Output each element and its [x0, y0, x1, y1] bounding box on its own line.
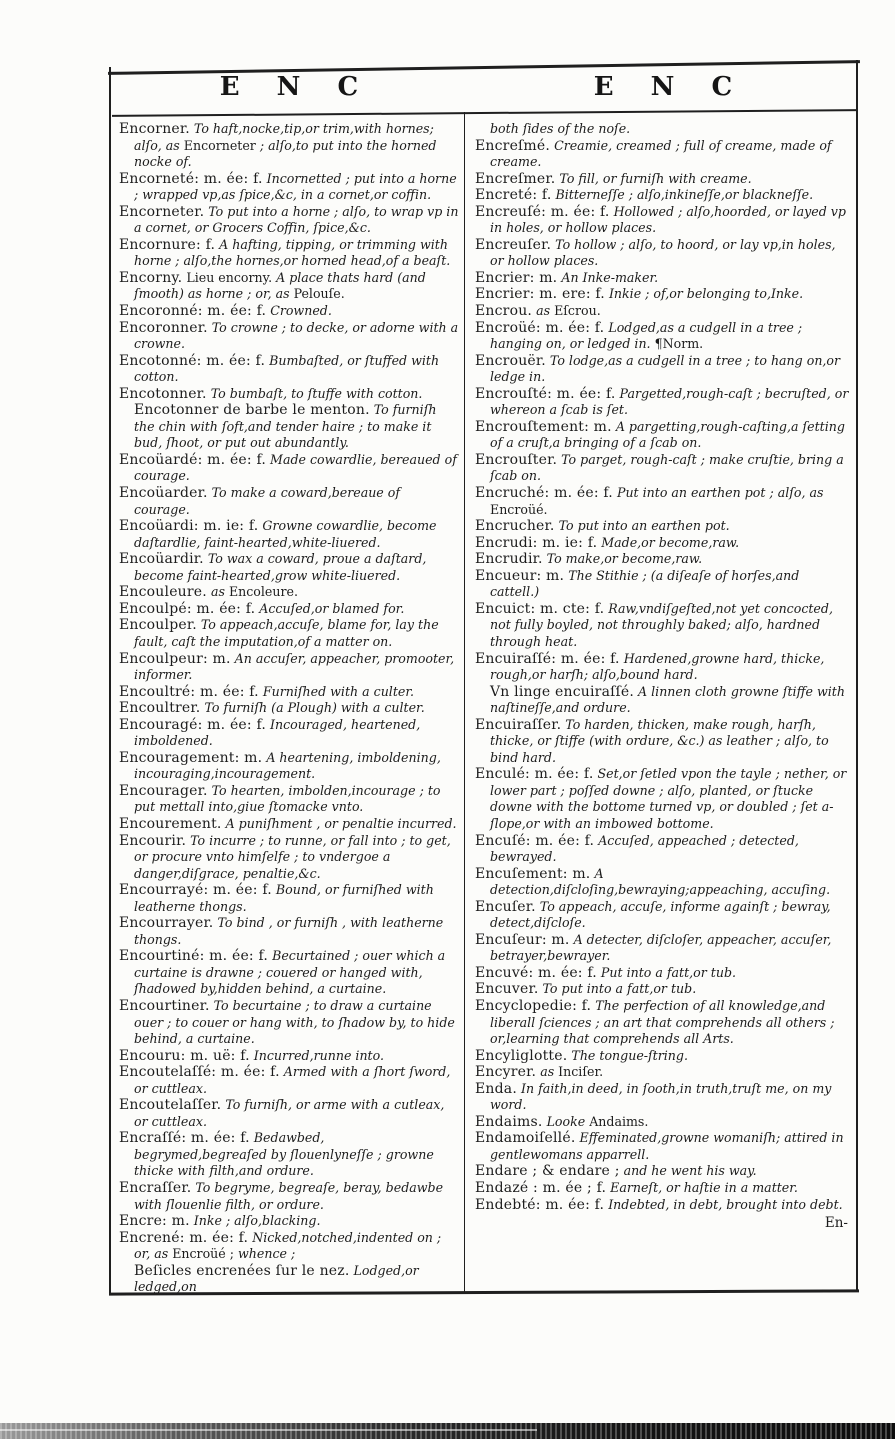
entry-gloss: Accuſed, appeached ; detected, bewrayed. — [490, 832, 799, 865]
entry-gloss: To furniſh the chin with ſoft,and tender haire ; to make it bud, ſhoot, or put out abundantly. — [134, 402, 437, 451]
dictionary-entry — [119, 651, 459, 684]
dictionary-entry — [119, 551, 459, 584]
entry-headword: Encrou. — [475, 303, 533, 320]
dictionary-entry — [119, 882, 459, 915]
dictionary-entry — [475, 204, 852, 237]
entry-headword: Encuſement: m. — [475, 865, 591, 882]
entry-headword: Encuict: m. cte: f. — [475, 600, 605, 617]
entry-headword: Enda. — [475, 1080, 517, 1097]
dictionary-entry — [475, 386, 852, 419]
entry-gloss: To fill, or furniſh with creame. — [559, 170, 752, 186]
dictionary-entry — [475, 1048, 852, 1065]
entry-gloss: To make,or become,raw. — [546, 551, 703, 567]
entry-headword: Encourager. — [119, 782, 208, 799]
dictionary-entry — [475, 518, 852, 535]
entry-headword: Encoutelaſſer. — [119, 1097, 222, 1114]
entry-headword: Endaims. — [475, 1113, 543, 1130]
dictionary-entry — [119, 204, 459, 237]
dictionary-entry — [119, 998, 459, 1048]
left-column — [119, 121, 459, 1296]
dictionary-entry — [475, 320, 852, 353]
entry-headword: Encuſer. — [475, 898, 536, 915]
dictionary-entry — [119, 1180, 459, 1213]
entry-gloss: An accuſer, appeacher, promooter, informer. — [134, 650, 455, 683]
dictionary-entry — [475, 1064, 852, 1081]
entry-headword: Encouragé: m. ée: f. — [119, 716, 267, 733]
dictionary-entry — [119, 816, 459, 833]
dictionary-entry — [475, 998, 852, 1048]
entry-headword: Endamoiſellé. — [475, 1130, 576, 1147]
entry-headword: Encourtiné: m. ée: f. — [119, 948, 269, 965]
entry-gloss: Growne cowardlie, become daſtardlie, faint-hearted,white-liuered. — [134, 518, 437, 550]
entry-gloss: To bumbaſt, to ſtuffe with cotton. — [210, 385, 423, 401]
entry-headword: Encouleure. — [119, 584, 207, 601]
entry-gloss: To make a coward,bereaue of courage. — [134, 485, 401, 517]
entry-gloss: Made cowardlie, bereaued of courage. — [134, 451, 457, 484]
entry-gloss: as — [536, 303, 555, 319]
entry-headword: Enculé: m. ée: f. — [475, 766, 594, 783]
dictionary-entry — [475, 187, 852, 204]
dictionary-entry — [475, 568, 852, 601]
entry-headword: Encorny. — [119, 269, 183, 286]
dictionary-entry — [475, 717, 852, 767]
entry-headword: Encornure: f. — [119, 236, 216, 253]
dictionary-entry — [119, 402, 459, 452]
entry-headword: Encourement. — [119, 815, 222, 832]
entry-headword: Encrier: m. — [475, 269, 558, 286]
entry-headword: Encueur: m. — [475, 567, 565, 584]
entry-gloss: An Inke-maker. — [561, 269, 659, 285]
entry-reference: Encorneter — [183, 137, 256, 153]
entry-gloss: Lodged,as a cudgell in a tree ; hanging on, or ledged in. — [490, 319, 803, 352]
dictionary-entry — [475, 485, 852, 518]
entry-gloss: To put into a fatt,or tub. — [542, 981, 697, 997]
dictionary-entry — [119, 1097, 459, 1130]
entry-headword: Encuſé: m. ée: f. — [475, 832, 595, 849]
entry-gloss: as — [540, 1064, 559, 1080]
dictionary-entry — [119, 237, 459, 270]
dictionary-entry — [119, 783, 459, 816]
dictionary-entry — [475, 138, 852, 171]
dictionary-entry — [475, 866, 852, 899]
entry-headword: Encrier: m. ere: f. — [475, 286, 605, 303]
dictionary-entry — [119, 171, 459, 204]
dictionary-entry — [119, 601, 459, 618]
entry-gloss: Hollowed ; alſo,hoorded, or layed vp in holes, or hollow places. — [490, 203, 846, 236]
entry-gloss: To hearten, imbolden,incourage ; to put mettall into,giue ſtomacke vnto. — [134, 782, 441, 815]
running-head-left: E N C — [219, 72, 373, 102]
entry-gloss: To begryme, begreaſe, beray, bedawbe with ſlouenlie filth, or ordure. — [134, 1180, 444, 1212]
entry-headword: Encoüardir. — [119, 551, 204, 568]
scan-artifact-highlight — [0, 1429, 537, 1431]
entry-gloss: Furniſhed with a culter. — [262, 683, 414, 699]
entry-headword: Encruché: m. ée: f. — [475, 485, 613, 502]
dictionary-entry — [119, 270, 459, 303]
entry-gloss: To hollow ; alſo, to hoord, or lay vp,in holes, or hollow places. — [490, 236, 836, 269]
entry-gloss: A linnen cloth growne ſtiffe with naſtineſſe,and ordure. — [490, 683, 845, 716]
entry-gloss: To appeach,accuſe, blame for, lay the fault, caſt the imputation,of a matter on. — [134, 617, 439, 649]
entry-gloss: Made,or become,raw. — [601, 534, 740, 550]
entry-gloss: Put into an earthen pot ; alſo, as — [616, 485, 824, 501]
entry-gloss: To harden, thicken, make rough, harſh, thicke, or ſtiffe (with ordure, &c.) as leather ; alſo, to bind hard. — [490, 716, 829, 765]
entry-gloss: To crowne ; to decke, or adorne with a crowne. — [134, 319, 459, 352]
dictionary-entry — [119, 320, 459, 353]
entry-gloss: Hardened,growne hard, thicke, rough,or harſh; alſo,bound hard. — [490, 650, 825, 683]
dictionary-entry — [475, 932, 852, 965]
entry-gloss: Nicked,notched,indented on ; or, as — [134, 1229, 442, 1262]
dictionary-entry — [119, 1263, 459, 1296]
entry-gloss: A pargetting,rough-caſting,a ſetting of a cruſt,a bringing of a ſcab on. — [490, 418, 845, 451]
dictionary-entry — [475, 303, 852, 320]
dictionary-entry — [475, 684, 852, 717]
entry-gloss: Bound, or furniſhed with leatherne thongs. — [134, 882, 434, 914]
entry-gloss: Effeminated,growne womaniſh; attired in gentlewomans apparrell. — [490, 1130, 844, 1162]
entry-gloss: A heartening, imboldening, incouraging,incouragement. — [134, 749, 441, 782]
entry-headword: Encouru: m. uë: f. — [119, 1047, 250, 1064]
entry-gloss: ; alſo,to put into the horned nocke of. — [134, 137, 437, 170]
header-divider-rule — [112, 109, 858, 117]
dictionary-entry — [119, 1130, 459, 1180]
entry-gloss: Earneſt, or haſtie in a matter. — [610, 1180, 798, 1195]
entry-gloss: Armed with a ſhort ſword, or cuttleax. — [134, 1064, 451, 1096]
dictionary-entry — [475, 1180, 852, 1197]
entry-reference: Eſcrou. — [554, 303, 601, 319]
entry-reference: Andaims. — [589, 1113, 649, 1129]
entry-headword: Encoüarder. — [119, 485, 208, 502]
entry-headword: Encoulper. — [119, 617, 197, 634]
dictionary-entry — [475, 766, 852, 832]
entry-reference: Pelouſe. — [293, 286, 345, 302]
dictionary-entry — [475, 353, 852, 386]
entry-gloss: Inke ; alſo,blacking. — [193, 1213, 321, 1229]
dictionary-entry — [119, 1213, 459, 1230]
entry-gloss: Crowned. — [270, 303, 332, 319]
page-frame-left-rule — [109, 67, 111, 1295]
dictionary-entry — [119, 1048, 459, 1065]
dictionary-entry — [119, 303, 459, 320]
entry-gloss: In faith,in deed, in ſooth,in truth,truſt me, on my word. — [490, 1080, 832, 1113]
entry-gloss: A hafting, tipping, or trimming with horne ; alſo,the hornes,or horned head,of a beaſt. — [134, 236, 451, 269]
entry-headword: Encorner. — [119, 121, 190, 137]
entry-gloss: Bumbaſted, or ſtuffed with cotton. — [134, 352, 440, 385]
entry-headword: Encuver. — [475, 981, 539, 998]
entry-gloss: To incurre ; to runne, or fall into ; to get, or procure vnto himſelfe ; to vndergoe a danger,diſgrace, penaltie,&c. — [134, 832, 451, 881]
dictionary-entry — [475, 270, 852, 287]
entry-gloss: The tongue-ſtring. — [571, 1047, 688, 1063]
dictionary-entry — [119, 717, 459, 750]
entry-headword: Encrouſté: m. ée: f. — [475, 385, 616, 402]
entry-headword: Encoronner. — [119, 319, 208, 336]
entry-headword: Encroüé: m. ée: f. — [475, 319, 605, 336]
entry-headword: Vn linge encuiraſſé. — [490, 683, 635, 700]
entry-headword: Endazé : m. ée ; f. — [475, 1180, 607, 1196]
entry-headword: Encuvé: m. ée: f. — [475, 964, 597, 981]
entry-gloss: To appeach, accuſe, informe againſt ; bewray, detect,diſcloſe. — [490, 898, 831, 931]
entry-gloss: whence ; — [237, 1246, 296, 1262]
entry-headword: Encotonné: m. ée: f. — [119, 352, 266, 369]
entry-gloss: Bedawbed, begrymed,begreaſed by ſlouenlyneſſe ; growne thicke with filth,and ordure. — [134, 1130, 434, 1179]
entry-headword: Encoulpé: m. ée: f. — [119, 600, 256, 617]
entry-headword: Encoultrer. — [119, 700, 201, 717]
entry-headword: Encrouſtement: m. — [475, 418, 612, 435]
entry-gloss: Indebted, in debt, brought into debt. — [608, 1196, 843, 1212]
dictionary-entry — [119, 584, 459, 601]
entry-headword: Encreſmé. — [475, 137, 551, 154]
entry-headword: Encoulpeur: m. — [119, 650, 231, 667]
dictionary-entry — [119, 684, 459, 701]
entry-headword: Encrouër. — [475, 352, 546, 369]
entry-headword: Encrené: m. ée: f. — [119, 1229, 249, 1246]
entry-headword: Encoultré: m. ée: f. — [119, 683, 259, 700]
dictionary-entry — [475, 1130, 852, 1163]
dictionary-entry — [119, 353, 459, 386]
entry-headword: Encrudi: m. ie: f. — [475, 534, 598, 551]
entry-reference: Inciſer. — [558, 1064, 604, 1080]
entry-headword: Encourrayé: m. ée: f. — [119, 882, 272, 899]
dictionary-entry — [119, 1230, 459, 1263]
dictionary-entry — [475, 551, 852, 568]
page-frame-right-rule — [856, 60, 858, 1290]
dictionary-entry — [475, 833, 852, 866]
entry-gloss: To parget, rough-caſt ; make cruſtie, bring a ſcab on. — [490, 451, 844, 484]
entry-headword: Encouragement: m. — [119, 749, 263, 766]
dictionary-entry — [475, 237, 852, 270]
entry-gloss: A detection,diſcloſing,bewraying;appeaching, accuſing. — [490, 865, 831, 898]
dictionary-entry — [475, 981, 852, 998]
entry-gloss: To furniſh (a Plough) with a culter. — [204, 700, 425, 716]
entry-headword: Encoutelaſſé: m. ée: f. — [119, 1064, 280, 1081]
dictionary-entry — [119, 948, 459, 998]
entry-headword: Encorneté: m. ée: f. — [119, 170, 263, 187]
entry-headword: Encre: m. — [119, 1213, 190, 1230]
entry-reference: Encroüé ; — [172, 1246, 238, 1262]
entry-gloss: To becurtaine ; to draw a curtaine ouer ; to couer or hang with, to ſhadow by, to hide behind, a curtaine. — [134, 997, 455, 1047]
entry-gloss: Becurtained ; ouer which a curtaine is drawne ; couered or hanged with, ſhadowed by,hidden behind, a curtaine. — [134, 948, 446, 997]
entry-headword: Encuiraſſer. — [475, 716, 562, 733]
entry-gloss: as — [210, 584, 229, 600]
dictionary-entry — [475, 1081, 852, 1114]
entry-headword: Encourrayer. — [119, 915, 214, 932]
entry-gloss: Pargetted,rough-caſt ; becruſted, or whereon a ſcab is ſet. — [490, 385, 849, 418]
dictionary-entry — [119, 518, 459, 551]
dictionary-entry — [475, 1114, 852, 1131]
dictionary-entry — [119, 452, 459, 485]
entry-gloss: A puniſhment , or penaltie incurred. — [225, 815, 457, 831]
dictionary-entry — [475, 286, 852, 303]
entry-gloss: To put into a horne ; alſo, to wrap vp in a cornet, or Grocers Coffin, ſpice,&c. — [134, 203, 459, 236]
column-divider-rule — [464, 112, 465, 1292]
dictionary-entry — [119, 915, 459, 948]
entry-gloss: Lodged,or ledged,on — [134, 1262, 419, 1295]
dictionary-entry — [475, 419, 852, 452]
entry-headword: Encourir. — [119, 832, 187, 849]
scan-artifact-bottom-band — [0, 1423, 895, 1439]
entry-headword: Encyliglotte. — [475, 1047, 568, 1064]
dictionary-entry — [119, 750, 459, 783]
entry-gloss: To haft,nocke,tip,or trim,with hornes; alſo, as — [134, 121, 434, 153]
entry-gloss: Inkie ; of,or belonging to,Inke. — [608, 286, 804, 302]
entry-gloss: Incouraged, heartened, imboldened. — [134, 716, 421, 749]
entry-gloss: A place thats hard (and ſmooth) as horne ; or, as — [134, 269, 426, 302]
dictionary-entry — [475, 1163, 852, 1180]
entry-gloss: Bitterneſſe ; alſo,inkineſſe,or blackneſſe. — [555, 187, 814, 203]
entry-gloss: Creamie, creamed ; full of creame, made of creame. — [490, 137, 832, 170]
entry-headword: Endare ; & endare ; — [475, 1163, 620, 1180]
entry-gloss: Set,or ſetled vpon the tayle ; nether, or lower part ; poſſed downe ; alſo, planted, or ſtucke downe with the bottome turned vp, or doubled ; ſet a-ſlope,or with an imbowed bottome. — [490, 766, 847, 831]
entry-reference: ¶Norm. — [654, 336, 704, 352]
entry-gloss: Put into a fatt,or tub. — [600, 964, 737, 980]
dictionary-entry — [119, 1064, 459, 1097]
entry-headword: Encrucher. — [475, 518, 555, 535]
entry-gloss: The Stithie ; (a diſeaſe of horſes,and cattell.) — [490, 567, 800, 600]
dictionary-entry — [119, 386, 459, 403]
entry-headword: Encoronné: m. ée: f. — [119, 303, 267, 320]
dictionary-entry — [475, 452, 852, 485]
entry-gloss: Incornetted ; put into a horne ; wrapped vp,as ſpice,&c, in a cornet,or coffin. — [134, 170, 457, 203]
dictionary-entry — [475, 1197, 852, 1214]
entry-headword: Encreſmer. — [475, 170, 556, 187]
entry-headword: Encorneter. — [119, 203, 205, 220]
running-head-right: E N C — [593, 72, 747, 102]
entry-headword: Encoüardi: m. ie: f. — [119, 518, 259, 535]
dictionary-entry — [475, 651, 852, 684]
entry-headword: Encotonner. — [119, 385, 207, 402]
entry-reference: Encroüé. — [490, 501, 548, 517]
entry-gloss: and he went his way. — [623, 1163, 757, 1179]
dictionary-entry — [475, 171, 852, 188]
entry-gloss: The perfection of all knowledge,and liberall ſciences ; an art that comprehends all others ; or,learning that comprehends all Arts. — [490, 997, 835, 1047]
entry-headword: Beſicles encrenées ſur le nez. — [134, 1262, 350, 1279]
entry-headword: Encrouſter. — [475, 451, 558, 468]
entry-gloss: Incurred,runne into. — [253, 1047, 384, 1063]
entry-gloss: To put into an earthen pot. — [558, 518, 730, 534]
entry-gloss: A detecter, diſcloſer, appeacher, accuſer, betrayer,bewrayer. — [490, 931, 832, 964]
dictionary-entry — [475, 601, 852, 651]
entry-headword: Encourtiner. — [119, 997, 210, 1014]
entry-headword: Encraſſé: m. ée: f. — [119, 1130, 250, 1147]
entry-headword: Encuſeur: m. — [475, 931, 570, 948]
dictionary-entry — [119, 833, 459, 883]
entry-reference: Encoleure. — [228, 584, 298, 600]
entry-gloss: Raw,vndiſgeſted,not yet concocted, not fully boyled, not throughly baked; alſo, hardned through heat. — [490, 600, 833, 649]
dictionary-entry — [119, 485, 459, 518]
dictionary-entry — [475, 121, 852, 138]
entry-headword: Encreté: f. — [475, 187, 552, 204]
dictionary-entry — [119, 617, 459, 650]
dictionary-entry — [475, 965, 852, 982]
entry-headword: Encreuſer. — [475, 236, 552, 253]
entry-headword: Encuiraſſé: m. ée: f. — [475, 650, 620, 667]
entry-headword: Encreuſé: m. ée: f. — [475, 203, 610, 220]
dictionary-entry — [119, 700, 459, 717]
entry-headword: Encoüardé: m. ée: f. — [119, 451, 267, 468]
entry-gloss: Looke — [546, 1113, 590, 1129]
entry-gloss: Accuſed,or blamed for. — [259, 600, 405, 616]
dictionary-entry — [475, 899, 852, 932]
entry-headword: Encrudir. — [475, 551, 543, 568]
entry-headword: Encyclopedie: f. — [475, 997, 592, 1014]
entry-gloss: To bind , or furniſh , with leatherne thongs. — [134, 915, 444, 947]
catchword: En- — [824, 1215, 848, 1232]
entry-gloss: both ſides of the noſe. — [490, 121, 631, 136]
entry-gloss: To furniſh, or arme with a cutleax, or cuttleax. — [134, 1097, 445, 1129]
entry-gloss: To wax a coward, proue a daſtard, become faint-hearted,grow white-liuered. — [134, 551, 427, 583]
entry-headword: Encyrer. — [475, 1064, 537, 1081]
dictionary-entry — [475, 535, 852, 552]
dictionary-entry — [119, 121, 459, 171]
entry-headword: Encotonner de barbe le menton. — [134, 402, 370, 419]
entry-reference: Lieu encorny. — [186, 269, 277, 285]
right-column — [475, 121, 852, 1232]
entry-headword: Endebté: m. ée: f. — [475, 1196, 605, 1213]
entry-gloss: To lodge,as a cudgell in a tree ; to hang on,or ledge in. — [490, 352, 841, 385]
entry-headword: Encraſſer. — [119, 1180, 192, 1196]
